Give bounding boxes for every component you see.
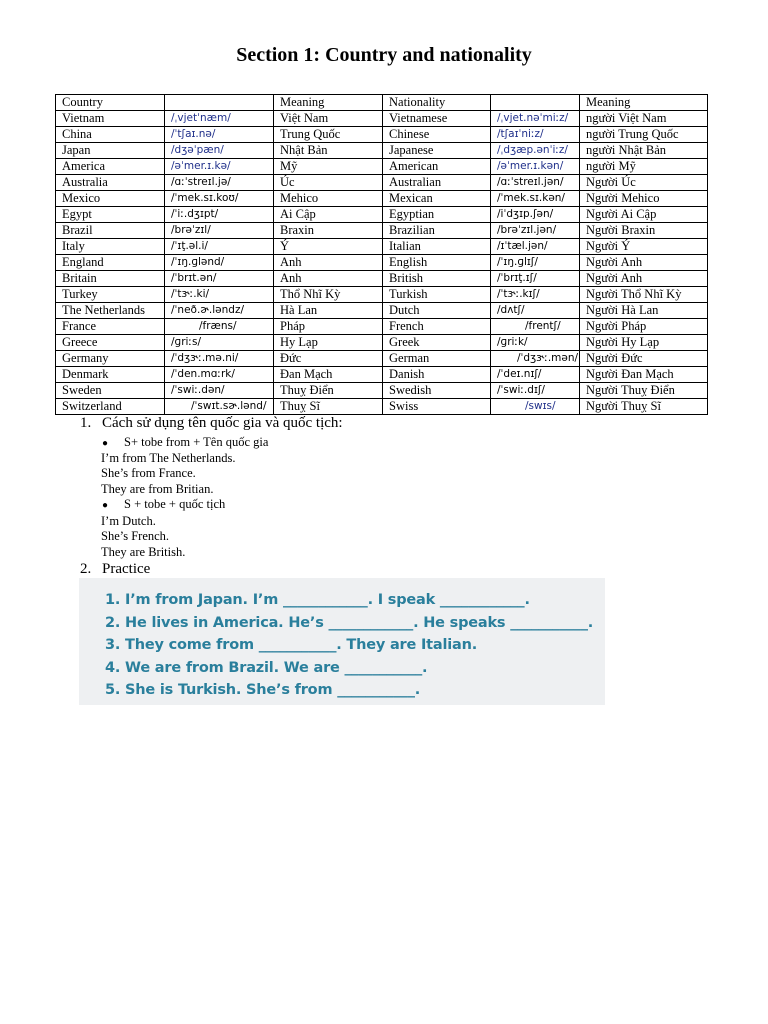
example-line: They are British. [101,545,186,559]
country-cell: France [56,319,165,335]
table-row [56,319,708,335]
country-meaning-cell: Việt Nam [274,111,383,127]
table-row [56,191,708,207]
nationality-meaning-cell: Người Ai Cập [580,207,708,223]
column-header: Country [56,95,165,111]
nationality-cell: Vietnamese [383,111,491,127]
nationality-cell: Swiss [383,399,491,415]
nationality-meaning-cell: Người Anh [580,271,708,287]
country-meaning-cell: Thuỵ Điển [274,383,383,399]
country-meaning-cell: Anh [274,255,383,271]
nationality-cell: Danish [383,367,491,383]
country-cell: China [56,127,165,143]
table-row [56,111,708,127]
nationality-ipa-cell: /iˈdʒɪp.ʃən/ [491,207,580,223]
country-ipa-cell: /ˈɪŋ.ɡlənd/ [165,255,274,271]
country-cell: Switzerland [56,399,165,415]
country-cell: Greece [56,335,165,351]
country-ipa-cell: /ˈdʒɝː.mə.ni/ [165,351,274,367]
practice-exercise-image [79,578,605,705]
bullet-icon: ● [102,438,109,449]
country-ipa-cell: /ɡriːs/ [165,335,274,351]
country-meaning-cell: Mehico [274,191,383,207]
country-meaning-cell: Braxin [274,223,383,239]
country-ipa-cell: /ˈden.mɑːrk/ [165,367,274,383]
nationality-meaning-cell: Người Đan Mạch [580,367,708,383]
country-meaning-cell: Đan Mạch [274,367,383,383]
table-row [56,239,708,255]
country-meaning-cell: Trung Quốc [274,127,383,143]
practice-item: 1. I’m from Japan. I’m ____________. I speak ____________. [105,592,530,608]
table-row [56,175,708,191]
nationality-cell: Swedish [383,383,491,399]
nationality-cell: German [383,351,491,367]
country-meaning-cell: Pháp [274,319,383,335]
nationality-meaning-cell: Người Đức [580,351,708,367]
example-line: She’s from France. [101,466,196,480]
nationality-meaning-cell: người Việt Nam [580,111,708,127]
country-meaning-cell: Đức [274,351,383,367]
country-meaning-cell: Hà Lan [274,303,383,319]
table-row [56,399,708,415]
country-meaning-cell: Ý [274,239,383,255]
country-ipa-cell: /dʒəˈpæn/ [165,143,274,159]
nationality-meaning-cell: Người Thuỵ Sĩ [580,399,708,415]
country-cell: Egypt [56,207,165,223]
nationality-cell: Brazilian [383,223,491,239]
country-meaning-cell: Thuỵ Sĩ [274,399,383,415]
table-row [56,127,708,143]
country-meaning-cell: Nhật Bản [274,143,383,159]
table-row [56,159,708,175]
example-line: They are from Britian. [101,482,214,496]
country-ipa-cell: /ɑːˈstreɪl.jə/ [165,175,274,191]
bullet-rule-country: ● S+ tobe from + Tên quốc gia [102,435,269,449]
country-cell: America [56,159,165,175]
country-ipa-cell: /ˈbrɪt.ən/ [165,271,274,287]
nationality-cell: Chinese [383,127,491,143]
country-cell: The Netherlands [56,303,165,319]
table-row [56,223,708,239]
country-ipa-cell: /ˈmek.sɪ.koʊ/ [165,191,274,207]
nationality-ipa-cell: /ˈtɝː.kɪʃ/ [491,287,580,303]
nationality-cell: Dutch [383,303,491,319]
nationality-meaning-cell: người Trung Quốc [580,127,708,143]
practice-item: 5. She is Turkish. She’s from ___________. [105,682,421,698]
country-cell: Italy [56,239,165,255]
nationality-meaning-cell: người Nhật Bản [580,143,708,159]
nationality-cell: Greek [383,335,491,351]
nationality-meaning-cell: người Mỹ [580,159,708,175]
table-row [56,143,708,159]
vocabulary-table [55,94,708,415]
table-row [56,335,708,351]
country-ipa-cell: /ˈtʃaɪ.nə/ [165,127,274,143]
country-cell: Britain [56,271,165,287]
country-cell: Turkey [56,287,165,303]
example-line: I’m from The Netherlands. [101,451,236,465]
nationality-cell: Japanese [383,143,491,159]
nationality-ipa-cell: /brəˈzɪl.jən/ [491,223,580,239]
country-ipa-cell: /ˈswiː.dən/ [165,383,274,399]
nationality-meaning-cell: Người Anh [580,255,708,271]
nationality-meaning-cell: Người Hy Lạp [580,335,708,351]
nationality-ipa-cell: /tʃaɪˈniːz/ [491,127,580,143]
column-header [165,95,274,111]
country-meaning-cell: Anh [274,271,383,287]
nationality-ipa-cell: /əˈmer.ɪ.kən/ [491,159,580,175]
nationality-ipa-cell: /ˈɪŋ.ɡlɪʃ/ [491,255,580,271]
nationality-ipa-cell: /frentʃ/ [491,319,580,335]
nationality-ipa-cell: /ɑːˈstreɪl.jən/ [491,175,580,191]
bullet-rule-nationality: ● S + tobe + quốc tịch [102,497,226,511]
table-row [56,383,708,399]
table-header-row [56,95,708,111]
nationality-ipa-cell: /ˌvjet.nəˈmiːz/ [491,111,580,127]
table-row [56,287,708,303]
nationality-cell: Italian [383,239,491,255]
country-cell: Japan [56,143,165,159]
column-header: Meaning [580,95,708,111]
column-header [491,95,580,111]
country-ipa-cell: /ˈneð.ɚ.ləndz/ [165,303,274,319]
nationality-meaning-cell: Người Hà Lan [580,303,708,319]
table-row [56,351,708,367]
example-line: I’m Dutch. [101,514,156,528]
country-cell: Vietnam [56,111,165,127]
practice-item: 4. We are from Brazil. We are ___________. [105,660,428,676]
nationality-ipa-cell: /swɪs/ [491,399,580,415]
country-meaning-cell: Ai Cập [274,207,383,223]
nationality-cell: French [383,319,491,335]
section-1-heading: 1. Cách sử dụng tên quốc gia và quốc tịch: [80,415,343,431]
table-row [56,255,708,271]
nationality-ipa-cell: /ˈmek.sɪ.kən/ [491,191,580,207]
country-cell: Mexico [56,191,165,207]
country-ipa-cell: /ˌvjetˈnæm/ [165,111,274,127]
example-line: She’s French. [101,529,170,543]
country-meaning-cell: Úc [274,175,383,191]
nationality-ipa-cell: /ˈbrɪţ.ɪʃ/ [491,271,580,287]
nationality-meaning-cell: Người Thổ Nhĩ Kỳ [580,287,708,303]
country-cell: England [56,255,165,271]
country-meaning-cell: Mỹ [274,159,383,175]
nationality-cell: American [383,159,491,175]
section-2-heading: 2. Practice [80,561,151,577]
page-title: Section 1: Country and nationality [236,44,532,66]
nationality-meaning-cell: Người Thuỵ Điển [580,383,708,399]
nationality-meaning-cell: Người Úc [580,175,708,191]
country-ipa-cell: /fræns/ [165,319,274,335]
bullet-icon: ● [102,500,109,511]
country-ipa-cell: /əˈmer.ɪ.kə/ [165,159,274,175]
nationality-cell: Turkish [383,287,491,303]
nationality-meaning-cell: Người Pháp [580,319,708,335]
country-cell: Sweden [56,383,165,399]
table-row [56,207,708,223]
nationality-ipa-cell: /ˌdʒæp.ənˈiːz/ [491,143,580,159]
country-ipa-cell: /ˈtɝː.ki/ [165,287,274,303]
nationality-cell: British [383,271,491,287]
nationality-cell: Egyptian [383,207,491,223]
nationality-ipa-cell: /ˈswiː.dɪʃ/ [491,383,580,399]
nationality-cell: Mexican [383,191,491,207]
country-ipa-cell: /ˈɪţ.əl.i/ [165,239,274,255]
nationality-ipa-cell: /dʌtʃ/ [491,303,580,319]
nationality-ipa-cell: /ɡriːk/ [491,335,580,351]
table-row [56,303,708,319]
country-cell: Brazil [56,223,165,239]
country-ipa-cell: /brəˈzɪl/ [165,223,274,239]
nationality-meaning-cell: Người Braxin [580,223,708,239]
nationality-cell: Australian [383,175,491,191]
country-ipa-cell: /ˈiː.dʒɪpt/ [165,207,274,223]
nationality-ipa-cell: /ˈdeɪ.nɪʃ/ [491,367,580,383]
country-meaning-cell: Thổ Nhĩ Kỳ [274,287,383,303]
practice-item: 3. They come from ___________. They are Italian. [105,637,478,653]
table-row [56,367,708,383]
table-row [56,271,708,287]
nationality-cell: English [383,255,491,271]
column-header: Meaning [274,95,383,111]
column-header: Nationality [383,95,491,111]
country-cell: Australia [56,175,165,191]
country-cell: Denmark [56,367,165,383]
nationality-meaning-cell: Người Mehico [580,191,708,207]
country-ipa-cell: /ˈswɪt.sɚ.lənd/ [165,399,274,415]
nationality-ipa-cell: /ɪˈtæl.jən/ [491,239,580,255]
country-meaning-cell: Hy Lạp [274,335,383,351]
practice-item: 2. He lives in America. He’s ____________. He speaks ___________. [105,615,594,631]
nationality-ipa-cell: /ˈdʒɝː.mən/ [491,351,580,367]
country-cell: Germany [56,351,165,367]
nationality-meaning-cell: Người Ý [580,239,708,255]
